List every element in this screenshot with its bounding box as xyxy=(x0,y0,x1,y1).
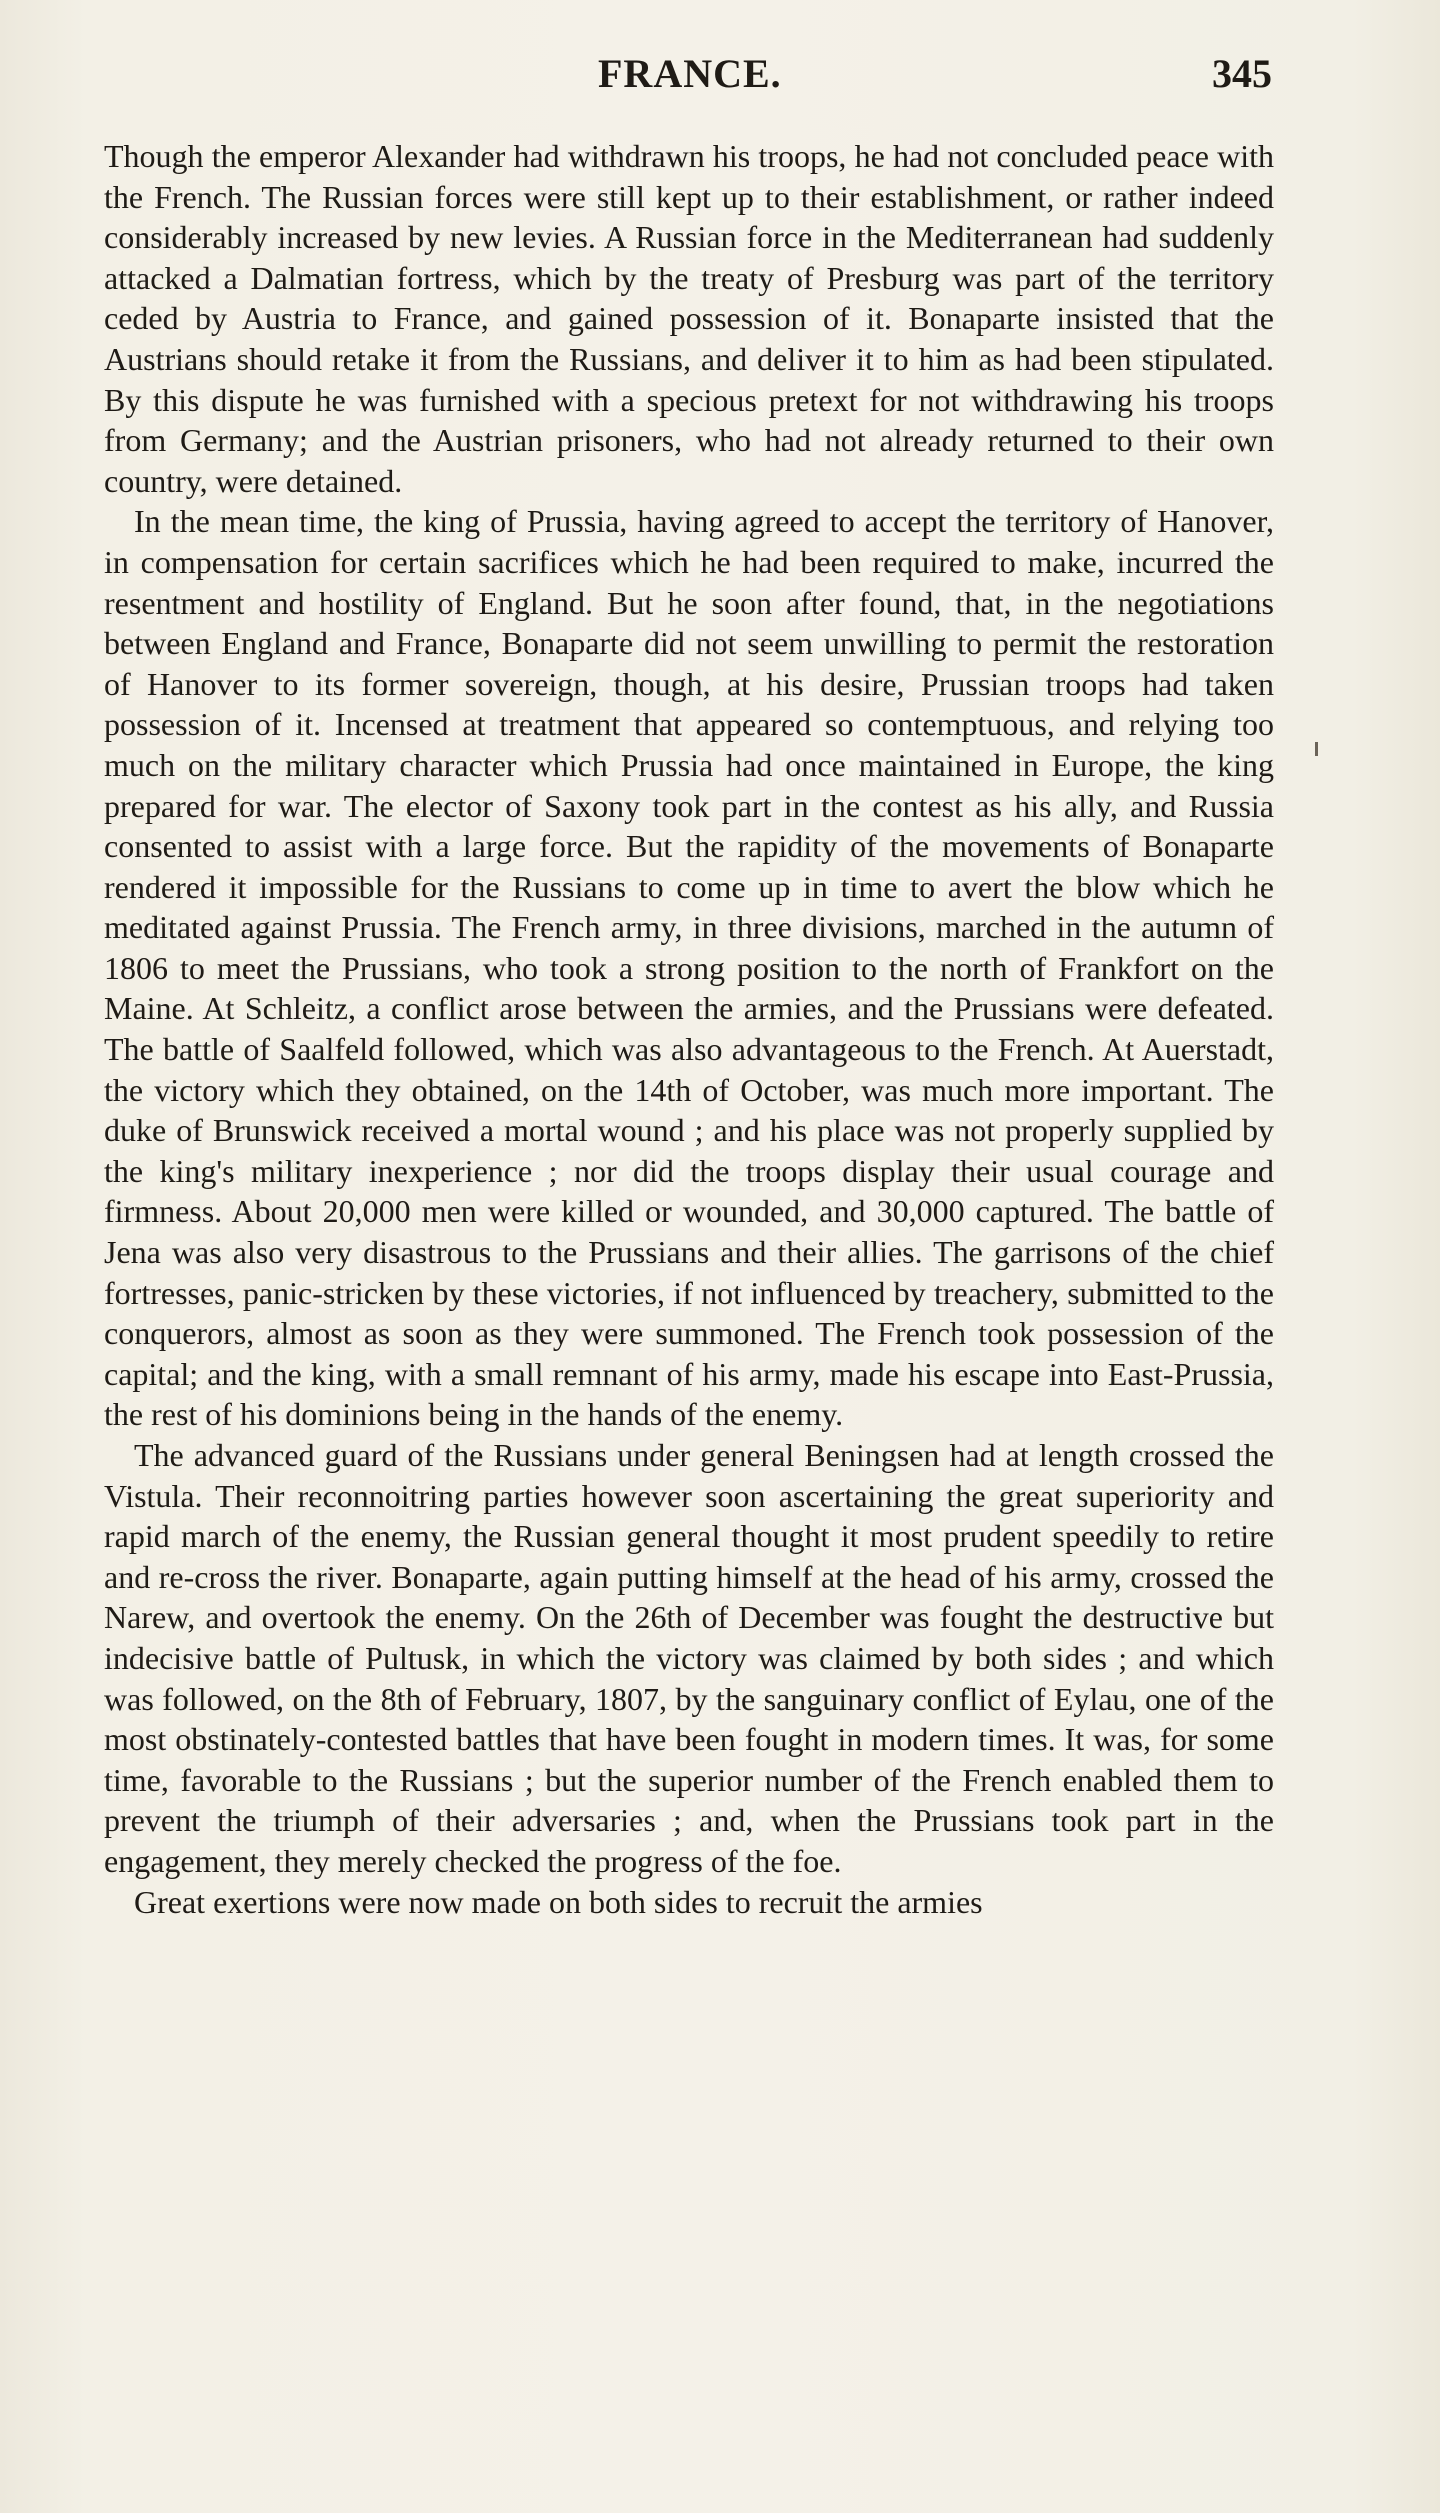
paragraph-1: Though the emperor Alexander had withdrawn his troops, he had not concluded peace with the French. The Russian forces were still kept up to their establishment, or rather indeed considerably increased by new levies. A Russian force in the Mediterranean had suddenly attacked a Dalmatian fortress, which by the treaty of Presburg was part of the territory ceded by Austria to France, and gained possession of it. Bonaparte insisted that the Austrians should retake it from the Russians, and deliver it to him as had been stipulated. By this dispute he was furnished with a specious pretext for not withdrawing his troops from Germany; and the Austrian prisoners, who had not already returned to their own country, were detained. xyxy=(104,138,1274,499)
body-text xyxy=(104,136,1274,1922)
paragraph-3: The advanced guard of the Russians under general Beningsen had at length crossed the Vistula. Their reconnoitring parties however soon ascertaining the great superiority and rapid march of the enemy, the Russian general thought it most prudent speedily to retire and re-cross the river. Bonaparte, again putting himself at the head of his army, crossed the Narew, and overtook the enemy. On the 26th of December was fought the destructive but indecisive battle of Pultusk, in which the victory was claimed by both sides ; and which was followed, on the 8th of February, 1807, by the sanguinary conflict of Eylau, one of the most obstinately-contested battles that have been fought in modern times. It was, for some time, favorable to the Russians ; but the superior number of the French enabled them to prevent the triumph of their adversaries ; and, when the Prussians took part in the engagement, they merely checked the progress of the foe. xyxy=(104,1437,1274,1879)
paragraph-2: In the mean time, the king of Prussia, having agreed to accept the territory of Hanover, in compensation for certain sacrifices which he had been required to make, incurred the resentment and hostility of England. But he soon after found, that, in the negotiations between England and France, Bonaparte did not seem unwilling to permit the restoration of Hanover to its former sovereign, though, at his desire, Prussian troops had taken possession of it. Incensed at treatment that appeared so contemptuous, and relying too much on the military character which Prussia had once maintained in Europe, the king prepared for war. The elector of Saxony took part in the contest as his ally, and Russia consented to assist with a large force. But the rapidity of the movements of Bonaparte rendered it impossible for the Russians to come up in time to avert the blow which he meditated against Prussia. The French army, in three divisions, marched in the autumn of 1806 to meet the Prussians, who took a strong position to the north of Frankfort on the Maine. At Schleitz, a conflict arose between the armies, and the Prussians were defeated. The battle of Saalfeld followed, which was also advantageous to the French. At Auerstadt, the victory which they obtained, on the 14th of October, was much more important. The duke of Brunswick received a mortal wound ; and his place was not properly supplied by the king's military inexperience ; nor did the troops display their usual courage and firmness. About 20,000 men were killed or wounded, and 30,000 captured. The battle of Jena was also very disastrous to the Prussians and their allies. The garrisons of the chief fortresses, panic-stricken by these victories, if not influenced by treachery, submitted to the conquerors, almost as soon as they were summoned. The French took possession of the capital; and the king, with a small remnant of his army, made his escape into East-Prussia, the rest of his dominions being in the hands of the enemy. xyxy=(104,503,1274,1433)
running-head xyxy=(0,50,1440,110)
page-number: 345 xyxy=(1212,51,1272,96)
running-title: FRANCE. xyxy=(598,51,782,96)
paragraph-4: Great exertions were now made on both sides to recruit the armies xyxy=(134,1883,983,1920)
margin-mark xyxy=(1315,742,1318,756)
